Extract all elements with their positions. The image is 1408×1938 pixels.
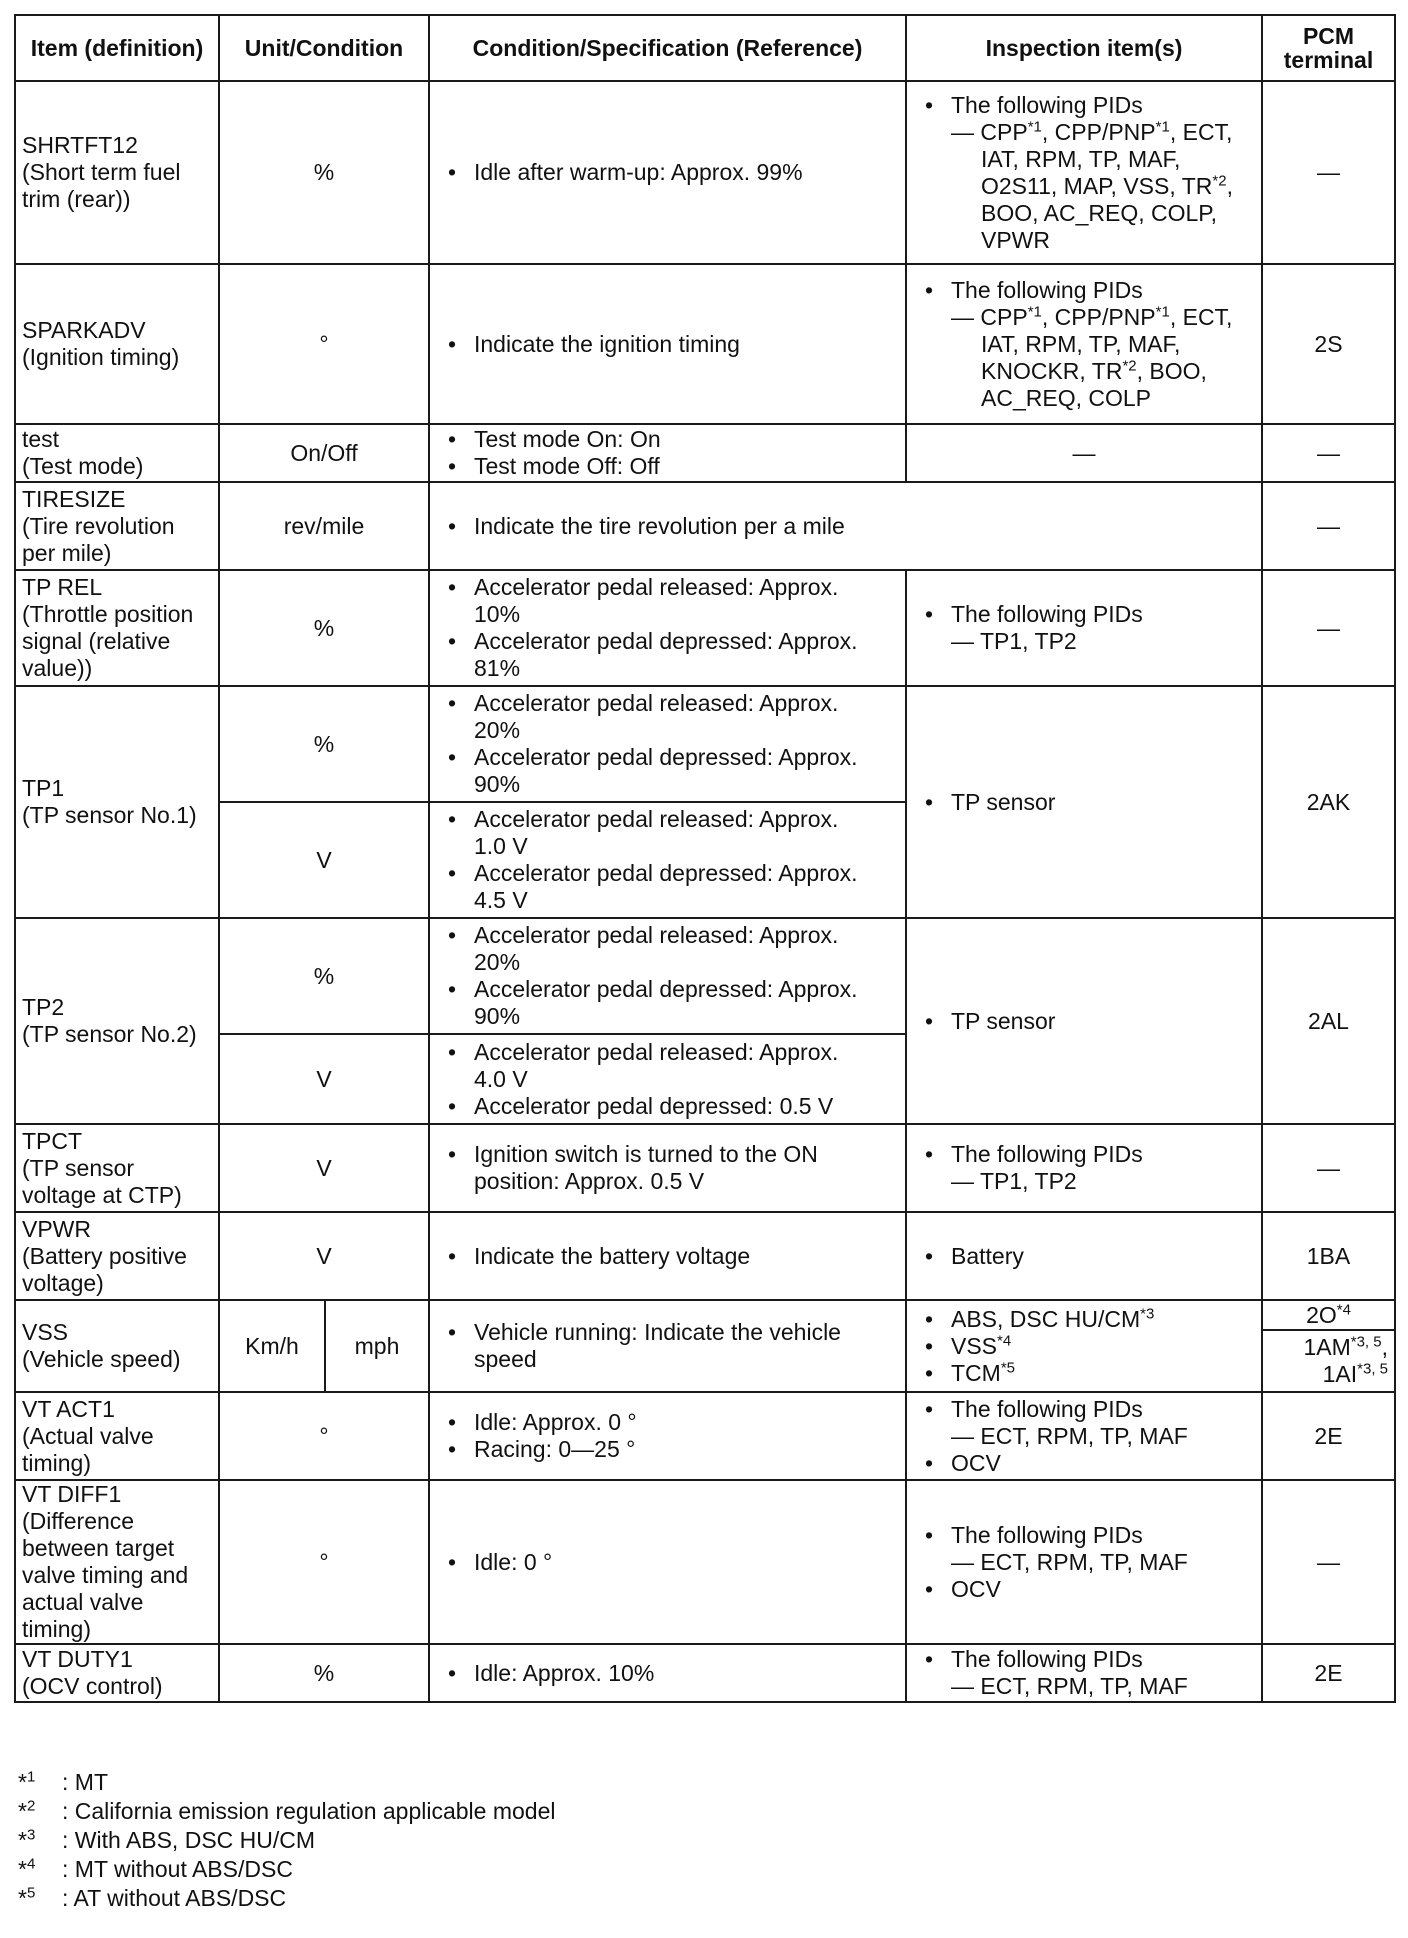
unit-cell: V bbox=[219, 1212, 429, 1300]
item-name: VT ACT1 bbox=[22, 1395, 115, 1422]
condition-item: • Accelerator pedal released: Approx. 4.0 V bbox=[474, 1039, 899, 1093]
condition-cell bbox=[429, 424, 906, 482]
inspection-item: • ABS, DSC HU/CM$^{*3}$ bbox=[951, 1306, 1255, 1333]
item-definition: (TP sensor No.2) bbox=[22, 1021, 197, 1047]
footnote: *$^2$ : California emission regulation applicable model bbox=[18, 1797, 556, 1824]
table-row-vss bbox=[15, 1300, 1395, 1330]
table-row-vtact1 bbox=[15, 1392, 1395, 1480]
pcm-terminal-cell: — bbox=[1262, 482, 1395, 570]
inspection-cell bbox=[906, 1124, 1262, 1212]
inspection-item: • The following PIDs — ECT, RPM, TP, MAF bbox=[951, 1646, 1255, 1700]
item-name: VT DIFF1 bbox=[22, 1481, 122, 1507]
condition-cell bbox=[429, 1124, 906, 1212]
condition-item: • Accelerator pedal released: Approx. 20% bbox=[474, 690, 899, 744]
item-definition: (Actual valve bbox=[22, 1422, 154, 1449]
condition-cell bbox=[429, 1392, 906, 1480]
unit-cell: V bbox=[219, 802, 429, 918]
inspection-cell bbox=[906, 918, 1262, 1124]
header-pcm-line1: PCM bbox=[1302, 23, 1355, 49]
unit-cell-mph: mph bbox=[325, 1300, 429, 1392]
item-name: SPARKADV bbox=[22, 317, 146, 343]
inspection-cell bbox=[906, 570, 1262, 686]
inspection-item: • The following PIDs — ECT, RPM, TP, MAF bbox=[951, 1396, 1255, 1450]
item-definition: (Short term fuel bbox=[22, 159, 181, 185]
item-name: TP2 bbox=[22, 994, 65, 1020]
item-name: TPCT bbox=[22, 1127, 83, 1154]
item-cell bbox=[15, 482, 219, 570]
condition-cell bbox=[429, 1300, 906, 1392]
item-cell bbox=[15, 1300, 219, 1392]
unit-cell: ° bbox=[219, 264, 429, 424]
condition-item: • Idle: 0 ° bbox=[474, 1549, 899, 1576]
condition-item: • Indicate the battery voltage bbox=[474, 1243, 899, 1270]
condition-item: • Accelerator pedal depressed: Approx. 4.5 V bbox=[474, 860, 899, 914]
inspection-item: • TP sensor bbox=[951, 1008, 1255, 1035]
item-cell bbox=[15, 1124, 219, 1212]
item-definition: (Vehicle speed) bbox=[22, 1346, 181, 1372]
pid-list: — CPP$^{*1}$, CPP/PNP$^{*1}$, ECT, IAT, RPM, TP, MAF, KNOCKR, TR$^{*2}$, BOO, AC_REQ, COLP bbox=[951, 302, 1233, 411]
item-definition: timing) bbox=[22, 1616, 92, 1642]
condition-cell bbox=[429, 1644, 906, 1702]
condition-item: • Test mode Off: Off bbox=[474, 453, 899, 480]
table-row-vtdiff1 bbox=[15, 1480, 1395, 1644]
pcm-terminal-cell: — bbox=[1262, 570, 1395, 686]
condition-item: • Indicate the ignition timing bbox=[474, 331, 899, 358]
inspection-cell bbox=[906, 1392, 1262, 1480]
condition-item: • Accelerator pedal released: Approx. 10% bbox=[474, 574, 899, 628]
item-definition: trim (rear)) bbox=[22, 186, 131, 212]
item-definition: (OCV control) bbox=[22, 1673, 163, 1699]
item-cell bbox=[15, 686, 219, 918]
inspection-item: • The following PIDs — CPP$^{*1}$, CPP/PNP$^{*1}$, ECT, IAT, RPM, TP, MAF, KNOCKR, TR$^{*2}$, BOO, AC_REQ, COLP bbox=[951, 277, 1255, 412]
condition-cell bbox=[429, 1212, 906, 1300]
unit-cell-kmh: Km/h bbox=[219, 1300, 325, 1392]
inspection-item: • The following PIDs — TP1, TP2 bbox=[951, 1141, 1255, 1195]
pcm-terminal-cell: 1AM$^{*3, 5}$, 1AI$^{*3, 5}$ bbox=[1262, 1330, 1395, 1392]
inspection-cell bbox=[906, 264, 1262, 424]
item-definition: (Ignition timing) bbox=[22, 344, 180, 370]
pcm-terminal-cell: — bbox=[1262, 424, 1395, 482]
inspection-item: • OCV bbox=[951, 1450, 1255, 1477]
inspection-cell bbox=[906, 1300, 1262, 1392]
item-definition: actual valve bbox=[22, 1589, 144, 1615]
pcm-terminal-cell: $2O^{*4}$ bbox=[1262, 1300, 1395, 1330]
pcm-terminal-cell: 2E bbox=[1262, 1644, 1395, 1702]
condition-cell bbox=[429, 802, 906, 918]
footnote: *$^5$ : AT without ABS/DSC bbox=[18, 1884, 287, 1911]
item-cell bbox=[15, 1644, 219, 1702]
item-name: test bbox=[22, 426, 60, 452]
condition-item: • Idle after warm-up: Approx. 99% bbox=[474, 159, 899, 186]
table-row-tprel bbox=[15, 570, 1395, 686]
footnote-ref: *1 bbox=[1027, 302, 1042, 320]
condition-cell bbox=[429, 81, 906, 264]
table-row-vtduty1 bbox=[15, 1644, 1395, 1702]
pcm-terminal-cell: 2E bbox=[1262, 1392, 1395, 1480]
footnote: *$^4$ : MT without ABS/DSC bbox=[18, 1855, 293, 1882]
inspection-cell bbox=[906, 1212, 1262, 1300]
unit-cell: V bbox=[219, 1034, 429, 1124]
item-definition: signal (relative bbox=[22, 628, 171, 654]
table-row-tp2-percent bbox=[15, 918, 1395, 1034]
item-cell bbox=[15, 918, 219, 1124]
unit-cell: ° bbox=[219, 1480, 429, 1644]
footnote-ref: *4 bbox=[997, 1331, 1012, 1349]
item-definition: (Difference bbox=[22, 1508, 135, 1534]
condition-cell bbox=[429, 1480, 906, 1644]
footnote-ref: *2 bbox=[1212, 171, 1227, 189]
condition-cell bbox=[429, 264, 906, 424]
table-row-sparkadv bbox=[15, 264, 1395, 424]
item-definition: (Test mode) bbox=[22, 453, 144, 479]
condition-cell bbox=[429, 918, 906, 1034]
unit-cell: rev/mile bbox=[219, 482, 429, 570]
condition-cell bbox=[429, 1034, 906, 1124]
pcm-terminal-cell: — bbox=[1262, 1124, 1395, 1212]
unit-cell: % bbox=[219, 1644, 429, 1702]
item-cell bbox=[15, 1212, 219, 1300]
item-cell bbox=[15, 1392, 219, 1480]
inspection-item: • The following PIDs — TP1, TP2 bbox=[951, 601, 1255, 655]
item-definition: (Throttle position bbox=[22, 601, 194, 627]
item-name: TP REL bbox=[22, 574, 103, 600]
inspection-item: • TCM$^{*5}$ bbox=[951, 1360, 1255, 1387]
pcm-terminal-cell: 2S bbox=[1262, 264, 1395, 424]
condition-item: • Accelerator pedal depressed: Approx. 90% bbox=[474, 976, 899, 1030]
condition-cell bbox=[429, 482, 1262, 570]
unit-cell: % bbox=[219, 570, 429, 686]
condition-cell bbox=[429, 686, 906, 802]
item-name: VT DUTY1 bbox=[22, 1646, 133, 1672]
inspection-item: • OCV bbox=[951, 1576, 1255, 1603]
item-definition: between target bbox=[22, 1535, 175, 1561]
condition-item: • Racing: 0—25 ° bbox=[474, 1436, 899, 1463]
condition-item: • Accelerator pedal depressed: 0.5 V bbox=[474, 1093, 899, 1120]
table-row-test bbox=[15, 424, 1395, 482]
footnote-ref: *1 bbox=[1155, 117, 1170, 135]
item-definition: per mile) bbox=[22, 539, 112, 566]
pcm-terminal-cell: 1BA bbox=[1262, 1212, 1395, 1300]
header-row bbox=[15, 15, 1395, 81]
footnote-ref: *1 bbox=[1155, 302, 1170, 320]
footnote-ref: *5 bbox=[1000, 1358, 1016, 1376]
pcm-terminal-cell: — bbox=[1262, 81, 1395, 264]
unit-cell: On/Off bbox=[219, 424, 429, 482]
inspection-item: • Battery bbox=[951, 1243, 1255, 1270]
inspection-item: • TP sensor bbox=[951, 789, 1255, 816]
condition-item: • Accelerator pedal depressed: Approx. 81% bbox=[474, 628, 899, 682]
footnote: *$^3$ : With ABS, DSC HU/CM bbox=[18, 1826, 316, 1853]
footnote-ref: *4 bbox=[1336, 1300, 1351, 1318]
table-row-vpwr bbox=[15, 1212, 1395, 1300]
footnote-ref: *1 bbox=[1027, 117, 1042, 135]
footnote-ref: *3, 5 bbox=[1357, 1360, 1388, 1378]
pcm-terminal-cell: — bbox=[1262, 1480, 1395, 1644]
header-pcm-terminal bbox=[1262, 15, 1395, 81]
inspection-cell: — bbox=[906, 424, 1262, 482]
item-name: TP1 bbox=[22, 775, 65, 801]
pid-list: — CPP$^{*1}$, CPP/PNP$^{*1}$, ECT, IAT, RPM, TP, MAF, O2S11, MAP, VSS, TR$^{*2}$, BOO, AC_REQ, COLP, VPWR bbox=[951, 117, 1233, 253]
item-definition: voltage at CTP) bbox=[22, 1181, 182, 1208]
condition-item: • Ignition switch is turned to the ON position: Approx. 0.5 V bbox=[474, 1141, 899, 1195]
unit-cell: % bbox=[219, 686, 429, 802]
item-definition: (Battery positive bbox=[22, 1242, 187, 1269]
footnotes bbox=[18, 1768, 556, 1913]
unit-cell: % bbox=[219, 81, 429, 264]
item-name: TIRESIZE bbox=[22, 485, 126, 512]
condition-item: • Idle: Approx. 0 ° bbox=[474, 1409, 899, 1436]
condition-item: • Indicate the tire revolution per a mile bbox=[474, 513, 1255, 540]
footnote-ref: *3 bbox=[1140, 1304, 1155, 1322]
inspection-item: • VSS$^{*4}$ bbox=[951, 1333, 1255, 1360]
item-cell bbox=[15, 81, 219, 264]
inspection-cell bbox=[906, 81, 1262, 264]
item-name: SHRTFT12 bbox=[22, 132, 138, 158]
pid-spec-table bbox=[14, 14, 1396, 1703]
inspection-cell bbox=[906, 1480, 1262, 1644]
condition-item: • Accelerator pedal released: Approx. 1.0 V bbox=[474, 806, 899, 860]
header-item: Item (definition) bbox=[15, 15, 219, 81]
unit-cell: V bbox=[219, 1124, 429, 1212]
table-row-tp1-percent bbox=[15, 686, 1395, 802]
unit-cell: % bbox=[219, 918, 429, 1034]
table-row-tpct bbox=[15, 1124, 1395, 1212]
header-condition: Condition/Specification (Reference) bbox=[429, 15, 906, 81]
inspection-item: • The following PIDs — ECT, RPM, TP, MAF bbox=[951, 1522, 1255, 1576]
footnote-ref: *3, 5 bbox=[1350, 1333, 1382, 1351]
item-definition: voltage) bbox=[22, 1269, 104, 1296]
item-definition: valve timing and bbox=[22, 1562, 189, 1588]
item-cell bbox=[15, 264, 219, 424]
condition-item: • Test mode On: On bbox=[474, 426, 899, 453]
item-definition: (TP sensor No.1) bbox=[22, 802, 197, 828]
header-inspection: Inspection item(s) bbox=[906, 15, 1262, 81]
inspection-cell bbox=[906, 686, 1262, 918]
footnote-ref: *2 bbox=[1122, 356, 1137, 374]
condition-item: • Accelerator pedal released: Approx. 20% bbox=[474, 922, 899, 976]
condition-item: • Vehicle running: Indicate the vehicle speed bbox=[474, 1319, 899, 1373]
inspection-item: • The following PIDs — CPP$^{*1}$, CPP/PNP$^{*1}$, ECT, IAT, RPM, TP, MAF, O2S11, MAP, VSS, TR$^{*2}$, BOO, AC_REQ, COLP, VPWR bbox=[951, 92, 1255, 254]
footnote: *$^1$ : MT bbox=[18, 1768, 108, 1795]
condition-item: • Idle: Approx. 10% bbox=[474, 1660, 899, 1687]
item-cell bbox=[15, 1480, 219, 1644]
item-name: VSS bbox=[22, 1319, 69, 1345]
unit-cell: ° bbox=[219, 1392, 429, 1480]
item-cell bbox=[15, 570, 219, 686]
pcm-terminal-cell: 2AK bbox=[1262, 686, 1395, 918]
item-name: VPWR bbox=[22, 1215, 91, 1242]
condition-cell bbox=[429, 570, 906, 686]
item-definition: (Tire revolution bbox=[22, 512, 175, 539]
item-definition: (TP sensor bbox=[22, 1154, 135, 1181]
table-row-tiresize bbox=[15, 482, 1395, 570]
item-cell bbox=[15, 424, 219, 482]
table-row-shrtft12 bbox=[15, 81, 1395, 264]
header-unit: Unit/Condition bbox=[219, 15, 429, 81]
item-definition: timing) bbox=[22, 1449, 92, 1476]
item-definition: value)) bbox=[22, 655, 93, 681]
condition-item: • Accelerator pedal depressed: Approx. 90% bbox=[474, 744, 899, 798]
header-pcm-line2: terminal bbox=[1283, 47, 1374, 73]
pcm-terminal-cell: 2AL bbox=[1262, 918, 1395, 1124]
inspection-cell bbox=[906, 1644, 1262, 1702]
